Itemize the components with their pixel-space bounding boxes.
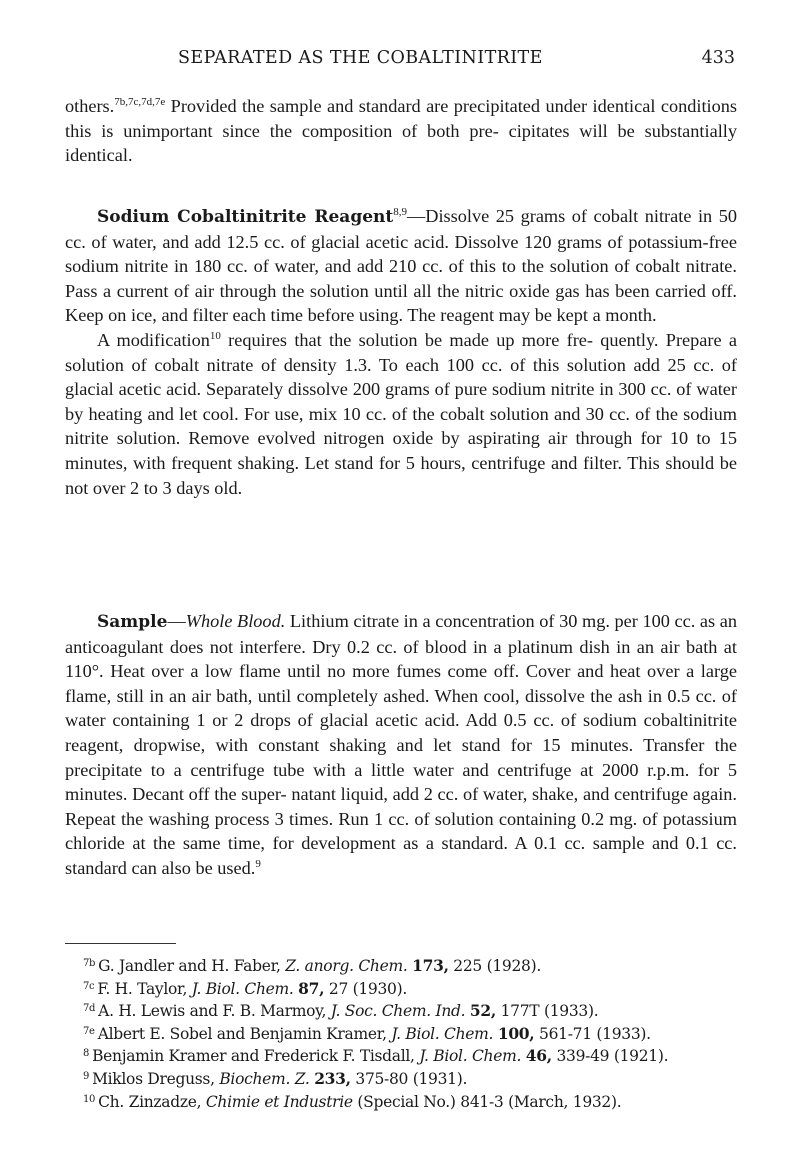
sample-section [65,609,737,881]
footnote-7c: $^{7c}$ F. H. Taylor, J. Biol. Chem. 87, 27 (1930). [83,978,407,998]
footnote-rule [65,943,176,944]
footnote-9: $^9$ Miklos Dreguss, Biochem. Z. 233, 375-80 (1931). [83,1068,468,1088]
page-number: 433 [701,48,735,68]
modification-paragraph: A modification$^{10}$ requires that the solution be made up more fre- quently. Prepare a solution of cobalt nitrate of density 1.3. To each 100 cc. of this solution add 25 cc. of glacial acetic acid. Separately dissolve 200 grams of pure sodium nitrite in 300 cc. of water by heating and let cool. For use, mix 10 cc. of the cobalt solution and 30 cc. of the sodium nitrite solution. Remove evolved nitrogen oxide by aspirating air through for 10 to 15 minutes, with frequent shaking. Let stand for 5 hours, centrifuge and filter. This should be not over 2 to 3 days old. [65,329,737,498]
footnote-ref: 9 [255,857,261,870]
footnotes [83,955,783,1113]
sample-paragraph: Sample—Whole Blood. Lithium citrate in a concentration of 30 mg. per 100 cc. as an anticoagulant does not interfere. Dry 0.2 cc. of blood in a platinum dish in an air bath at 110°. Heat over a low flame until no more fumes come off. Cover and heat over a large flame, still in an air bath, until completely ashed. When cool, dissolve the ash in 0.5 cc. of water containing 1 or 2 drops of glacial acetic acid. Add 0.5 cc. of sodium cobaltinitrite reagent, dropwise, with constant shaking and let stand for 15 minutes. Transfer the precipitate to a centrifuge tube with a little water and centrifuge at 2000 r.p.m. for 5 minutes. Decant off the super- natant liquid, add 2 cc. of water, shake, and centrifuge again. Repeat the washing process 3 times. Run 1 cc. of solution containing 0.2 mg. of potassium chloride at the same time, for development as a standard. A 0.1 cc. sample and 0.1 cc. standard can also be used.$^9$ [65,611,737,878]
section-heading-sample: Sample [97,612,168,632]
reagent-paragraph: Sodium Cobaltinitrite Reagent$^{8,9}$—Dissolve 25 grams of cobalt nitrate in 50 cc. of water, and add 12.5 cc. of glacial acetic acid. Dissolve 120 grams of potassium-free sodium nitrite in 180 cc. of water, and add 210 cc. of this to the solution of cobalt nitrate. Pass a current of air through the solution until all the nitric oxide gas has been carried off. Keep on ice, and filter each time before using. The reagent may be kept a month. [65,206,737,326]
footnote-7d: $^{7d}$ A. H. Lewis and F. B. Marmoy, J. Soc. Chem. Ind. 52, 177T (1933). [83,1001,599,1021]
running-head [0,48,800,72]
running-title: SEPARATED AS THE COBALTINITRITE [178,48,543,68]
footnote-ref: 7b,7c,7d,7e [114,96,166,108]
reagent-section [65,204,737,500]
footnote-ref: 10 [209,329,221,342]
section-subheading: Whole Blood. [185,611,286,631]
section-heading-reagent: Sodium Cobaltinitrite Reagent [97,207,394,227]
footnote-7e: $^{7e}$ Albert E. Sobel and Benjamin Kramer, J. Biol. Chem. 100, 561-71 (1933). [83,1023,651,1043]
intro-paragraph: others.$^{7b,7c,7d,7e}$ Provided the sample and standard are precipitated under identical conditions this is unimportant since the composition of both pre- cipitates will be substantially identical. [65,96,738,166]
footnote-ref: 8,9 [393,206,407,218]
footnote-7b: $^{7b}$ G. Jandler and H. Faber, Z. anorg. Chem. 173, 225 (1928). [83,956,541,975]
footnote-10: $^{10}$ Ch. Zinzadze, Chimie et Industrie (Special No.) 841-3 (March, 1932). [83,1092,622,1111]
intro-start: others. [65,96,115,116]
footnote-8: $^8$ Benjamin Kramer and Frederick F. Tisdall, J. Biol. Chem. 46, 339-49 (1921). [83,1046,669,1066]
